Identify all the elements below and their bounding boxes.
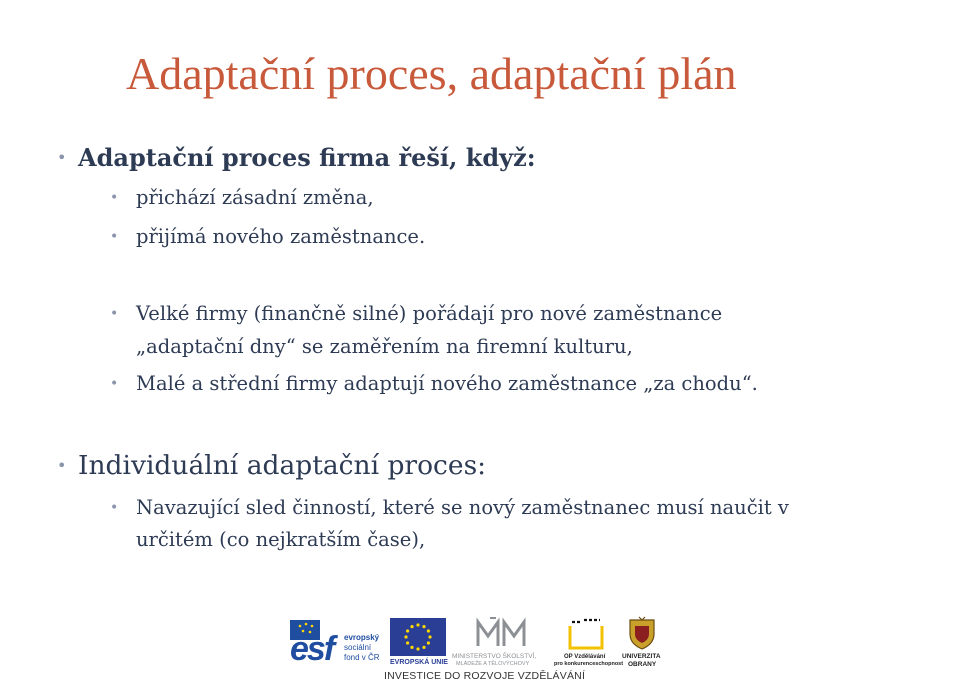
uo-text-line: UNIVERZITA — [622, 653, 661, 660]
bullet: • — [57, 456, 67, 475]
esf-text-line: sociální — [344, 643, 372, 652]
msmt-text-line: MINISTERSTVO ŠKOLSTVÍ, — [452, 653, 537, 660]
footer-logos — [0, 612, 960, 684]
list-item-text: Velké firmy (finančně silné) pořádají pro nové zaměstnance — [136, 302, 723, 325]
section-heading: Individuální adaptační proces: — [78, 450, 487, 481]
bullet: • — [110, 500, 119, 516]
msmt-emblem-icon — [474, 616, 526, 650]
op-frame-icon — [566, 616, 606, 652]
list-item-text: určitém (co nejkratším čase), — [136, 528, 426, 551]
list-item-text: přijímá nového zaměstnance. — [136, 225, 426, 248]
list-item-text: Malé a střední firmy adaptují nového zaměstnance „za chodu“. — [136, 372, 758, 395]
bullet: • — [110, 306, 119, 322]
op-text-line: OP Vzdělávání — [564, 654, 606, 660]
eu-logo — [390, 618, 448, 668]
uo-text-line: OBRANY — [628, 661, 657, 668]
eu-flag-icon — [390, 618, 446, 656]
eu-text: EVROPSKÁ UNIE — [390, 659, 448, 666]
list-item-text: Navazující sled činností, které se nový zaměstnanec musí naučit v — [136, 496, 789, 519]
bullet: • — [110, 376, 119, 392]
msmt-logo — [452, 616, 548, 668]
footer-caption: INVESTICE DO ROZVOJE VZDĚLÁVÁNÍ — [384, 670, 586, 682]
op-logo — [554, 616, 624, 668]
bullet: • — [110, 190, 119, 206]
esf-text-line: evropský — [344, 633, 380, 642]
list-item-text: přichází zásadní změna, — [136, 186, 374, 209]
op-text-line: pro konkurenceschopnost — [554, 661, 624, 667]
esf-text-line: fond v ČR — [344, 653, 380, 662]
shield-crest-icon — [627, 616, 657, 650]
univerzita-obrany-logo — [620, 616, 664, 670]
msmt-text-line: MLÁDEŽE A TĚLOVÝCHOVY — [456, 661, 530, 667]
bullet: • — [110, 229, 119, 245]
slide-title: Adaptační proces, adaptační plán — [126, 48, 737, 99]
section-heading: Adaptační proces firma řeší, když: — [78, 143, 536, 172]
list-item-text: „adaptační dny“ se zaměřením na firemní kulturu, — [136, 335, 633, 358]
esf-wordmark: esf — [290, 630, 334, 668]
esf-logo — [290, 620, 386, 666]
bullet: • — [57, 148, 67, 167]
